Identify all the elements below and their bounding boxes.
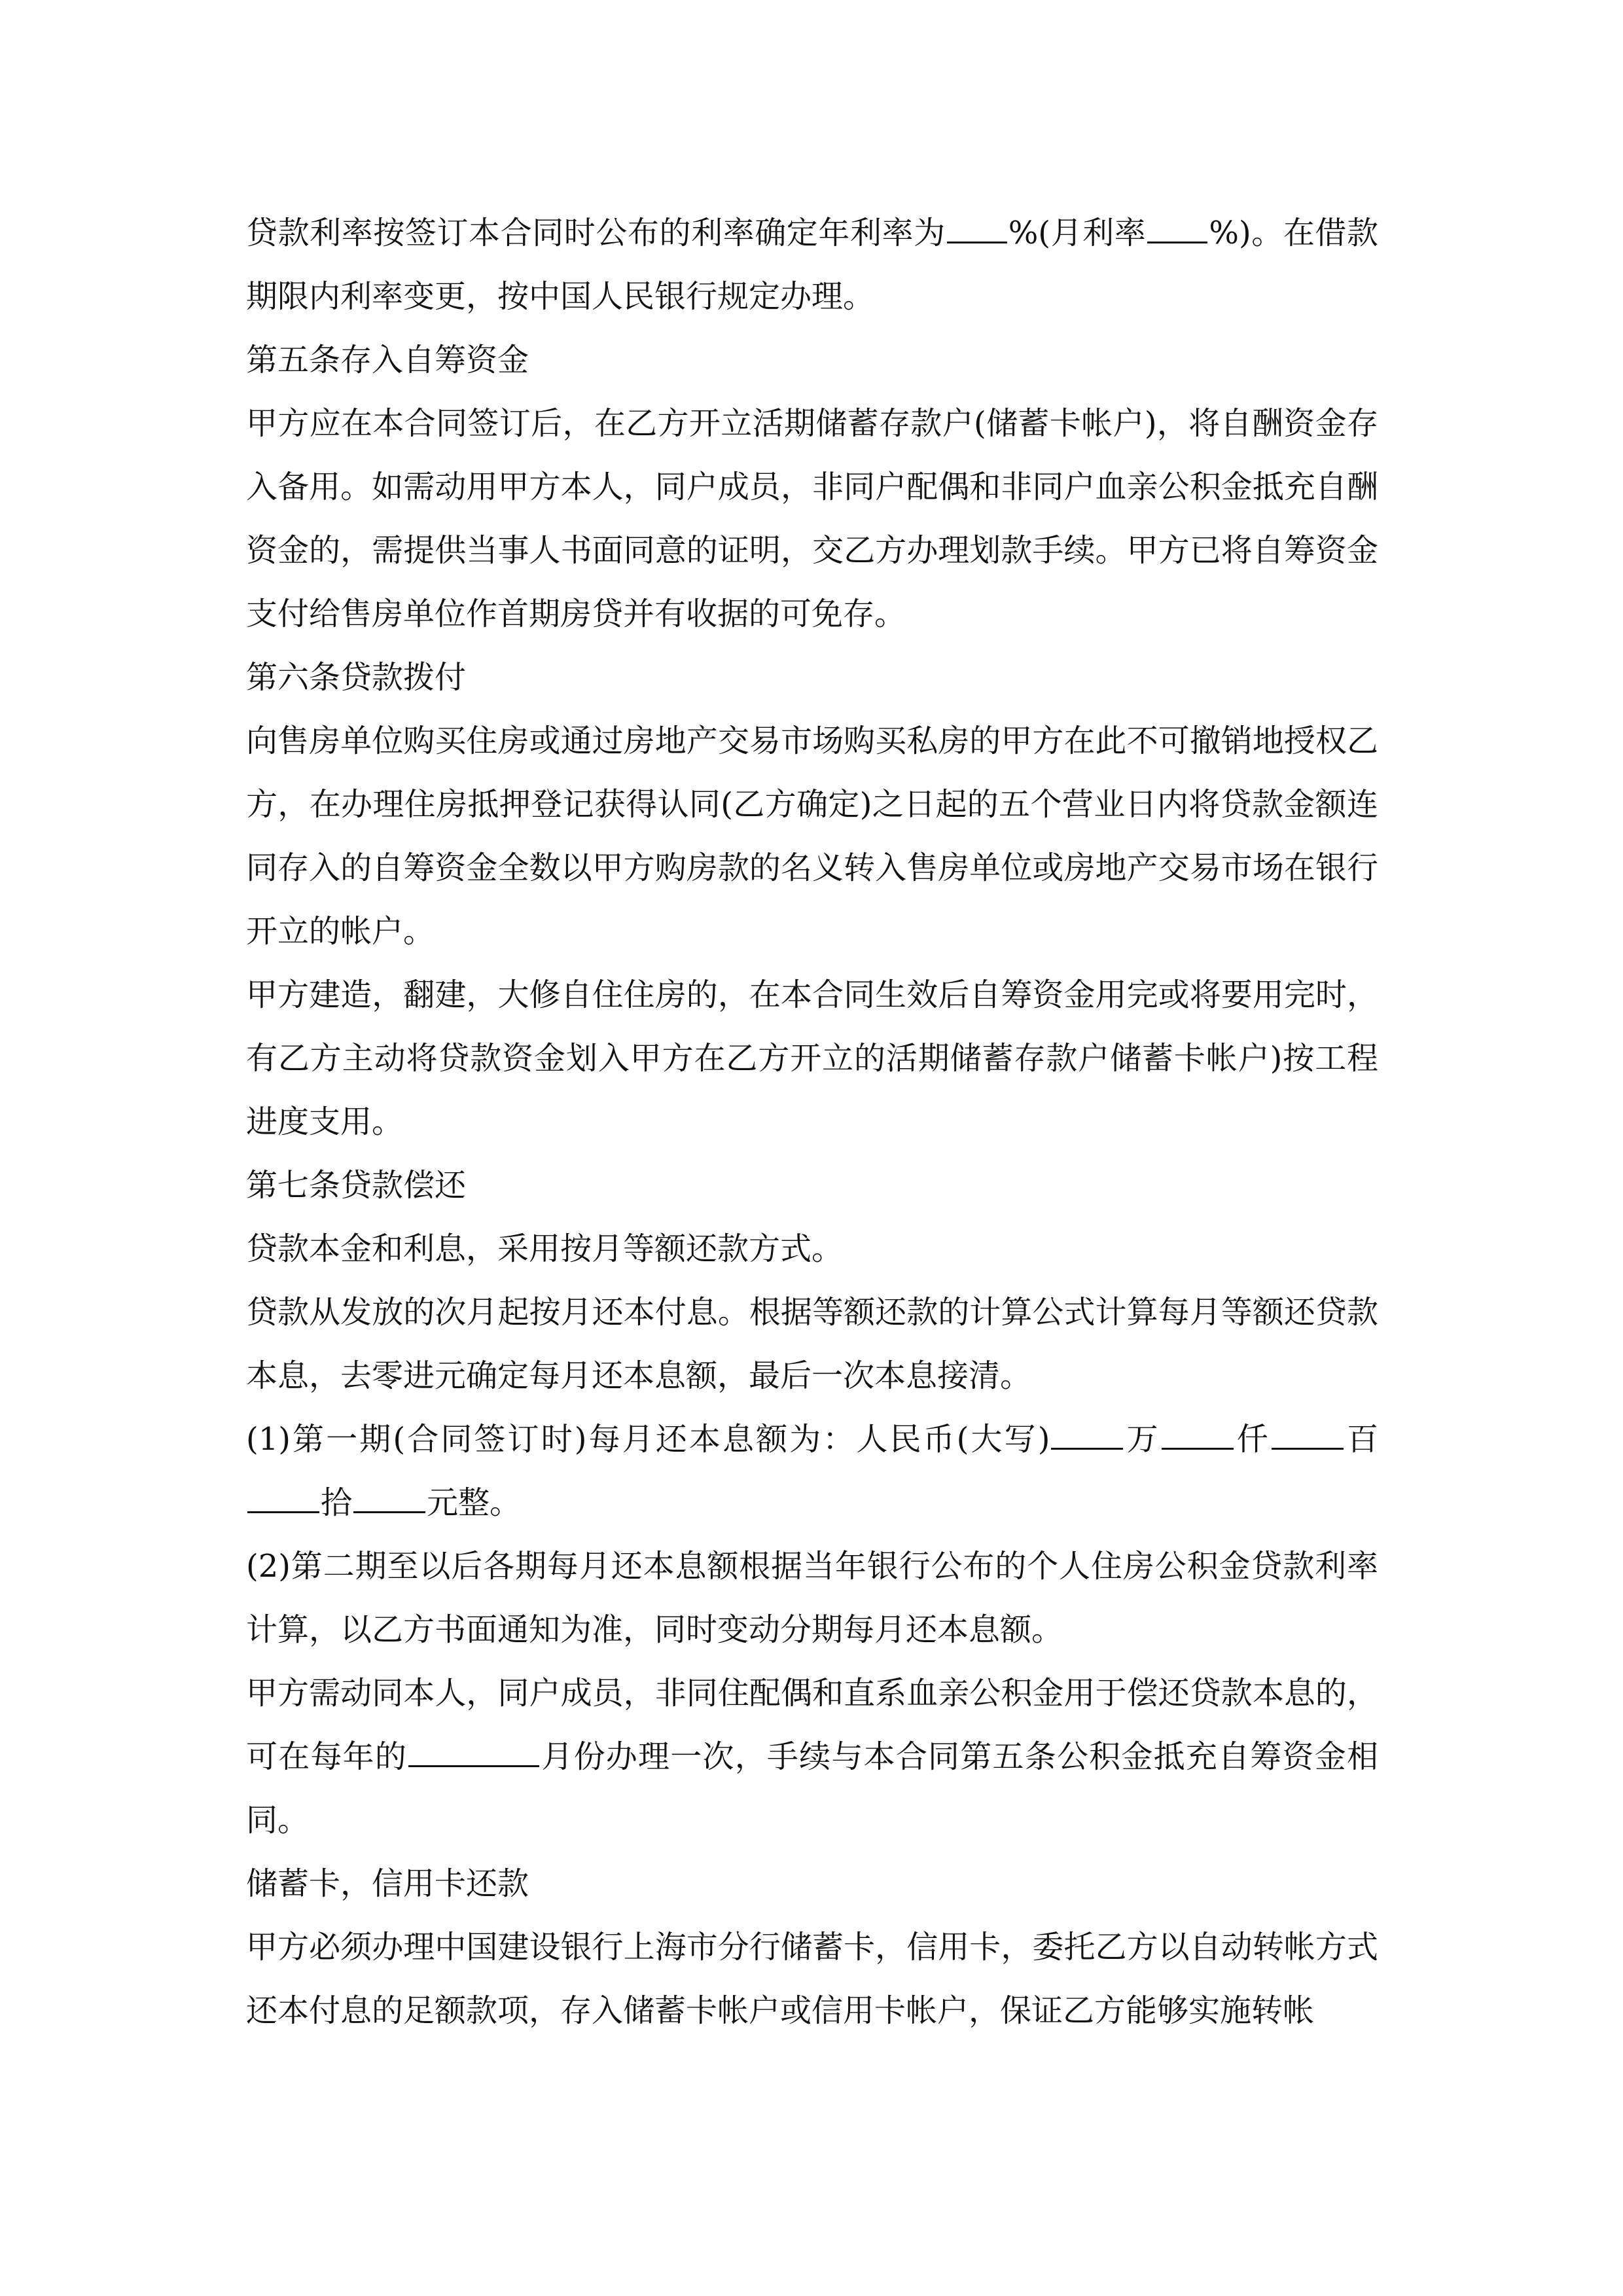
heading-article-5: 第五条存入自筹资金 xyxy=(246,342,529,378)
blank-bai xyxy=(1272,1420,1344,1450)
heading-article-6: 第六条贷款拨付 xyxy=(246,659,467,696)
paragraph-repayment-method: 贷款本金和利息，采用按月等额还款方式。 xyxy=(246,1230,844,1267)
blank-annual-rate xyxy=(947,213,1007,243)
blank-month xyxy=(408,1737,539,1767)
blank-wan xyxy=(1051,1420,1123,1450)
heading-card-repayment: 储蓄卡，信用卡还款 xyxy=(246,1865,529,1902)
paragraph-construction-disbursement: 甲方建造，翻建，大修自住住房的，在本合同生效后自筹资金用完或将要用完时，有乙方主动将贷款资金划入甲方在乙方开立的活期储蓄存款户储蓄卡帐户)按工程进度支用。 xyxy=(246,977,1378,1140)
blank-shi xyxy=(247,1483,319,1513)
paragraph-self-funds: 甲方应在本合同签订后，在乙方开立活期储蓄存款户(储蓄卡帐户)，将自酬资金存入备用。如需动用甲方本人，同户成员，非同户配偶和非同户血亲公积金抵充自酬资金的，需提供当事人书面同意的证明，交乙方办理划款手续。甲方已将自筹资金支付给售房单位作首期房贷并有收据的可免存。 xyxy=(246,405,1378,632)
blank-yuan xyxy=(353,1483,425,1513)
blank-qian xyxy=(1162,1420,1234,1450)
paragraph-subsequent-periods: (2)第二期至以后各期每月还本息额根据当年银行公布的个人住房公积金贷款利率计算，以乙方书面通知为准，同时变动分期每月还本息额。 xyxy=(246,1548,1378,1648)
heading-article-7: 第七条贷款偿还 xyxy=(246,1167,467,1204)
paragraph-card-repayment: 甲方必须办理中国建设银行上海市分行储蓄卡，信用卡，委托乙方以自动转帐方式还本付息的足额款项，存入储蓄卡帐户或信用卡帐户，保证乙方能够实施转帐 xyxy=(246,1929,1378,2029)
paragraph-loan-disbursement: 向售房单位购买住房或通过房地产交易市场购买私房的甲方在此不可撤销地授权乙方，在办理住房抵押登记获得认同(乙方确定)之日起的五个营业日内将贷款金额连同存入的自筹资金全数以甲方购房款的名义转入售房单位或房地产交易市场在银行开立的帐户。 xyxy=(246,723,1378,950)
blank-monthly-rate xyxy=(1147,213,1207,243)
contract-body xyxy=(246,202,1378,2043)
paragraph-provident-fund-repayment: 甲方需动同本人，同户成员，非同住配偶和直系血亲公积金用于偿还贷款本息的，可在每年的 月份办理一次，手续与本合同第五条公积金抵充自筹资金相同。 xyxy=(246,1675,1378,1839)
paragraph-repayment-schedule: 贷款从发放的次月起按月还本付息。根据等额还款的计算公式计算每月等额还贷款本息，去零进元确定每月还本息额，最后一次本息接清。 xyxy=(246,1294,1378,1394)
paragraph-interest-rate: 贷款利率按签订本合同时公布的利率确定年利率为 %(月利率 %)。在借款期限内利率变更，按中国人民银行规定办理。 xyxy=(246,202,1378,329)
paragraph-first-period-amount: (1)第一期(合同签订时)每月还本息额为：人民币(大写) 万 仟 百拾 元整。 xyxy=(246,1408,1378,1535)
